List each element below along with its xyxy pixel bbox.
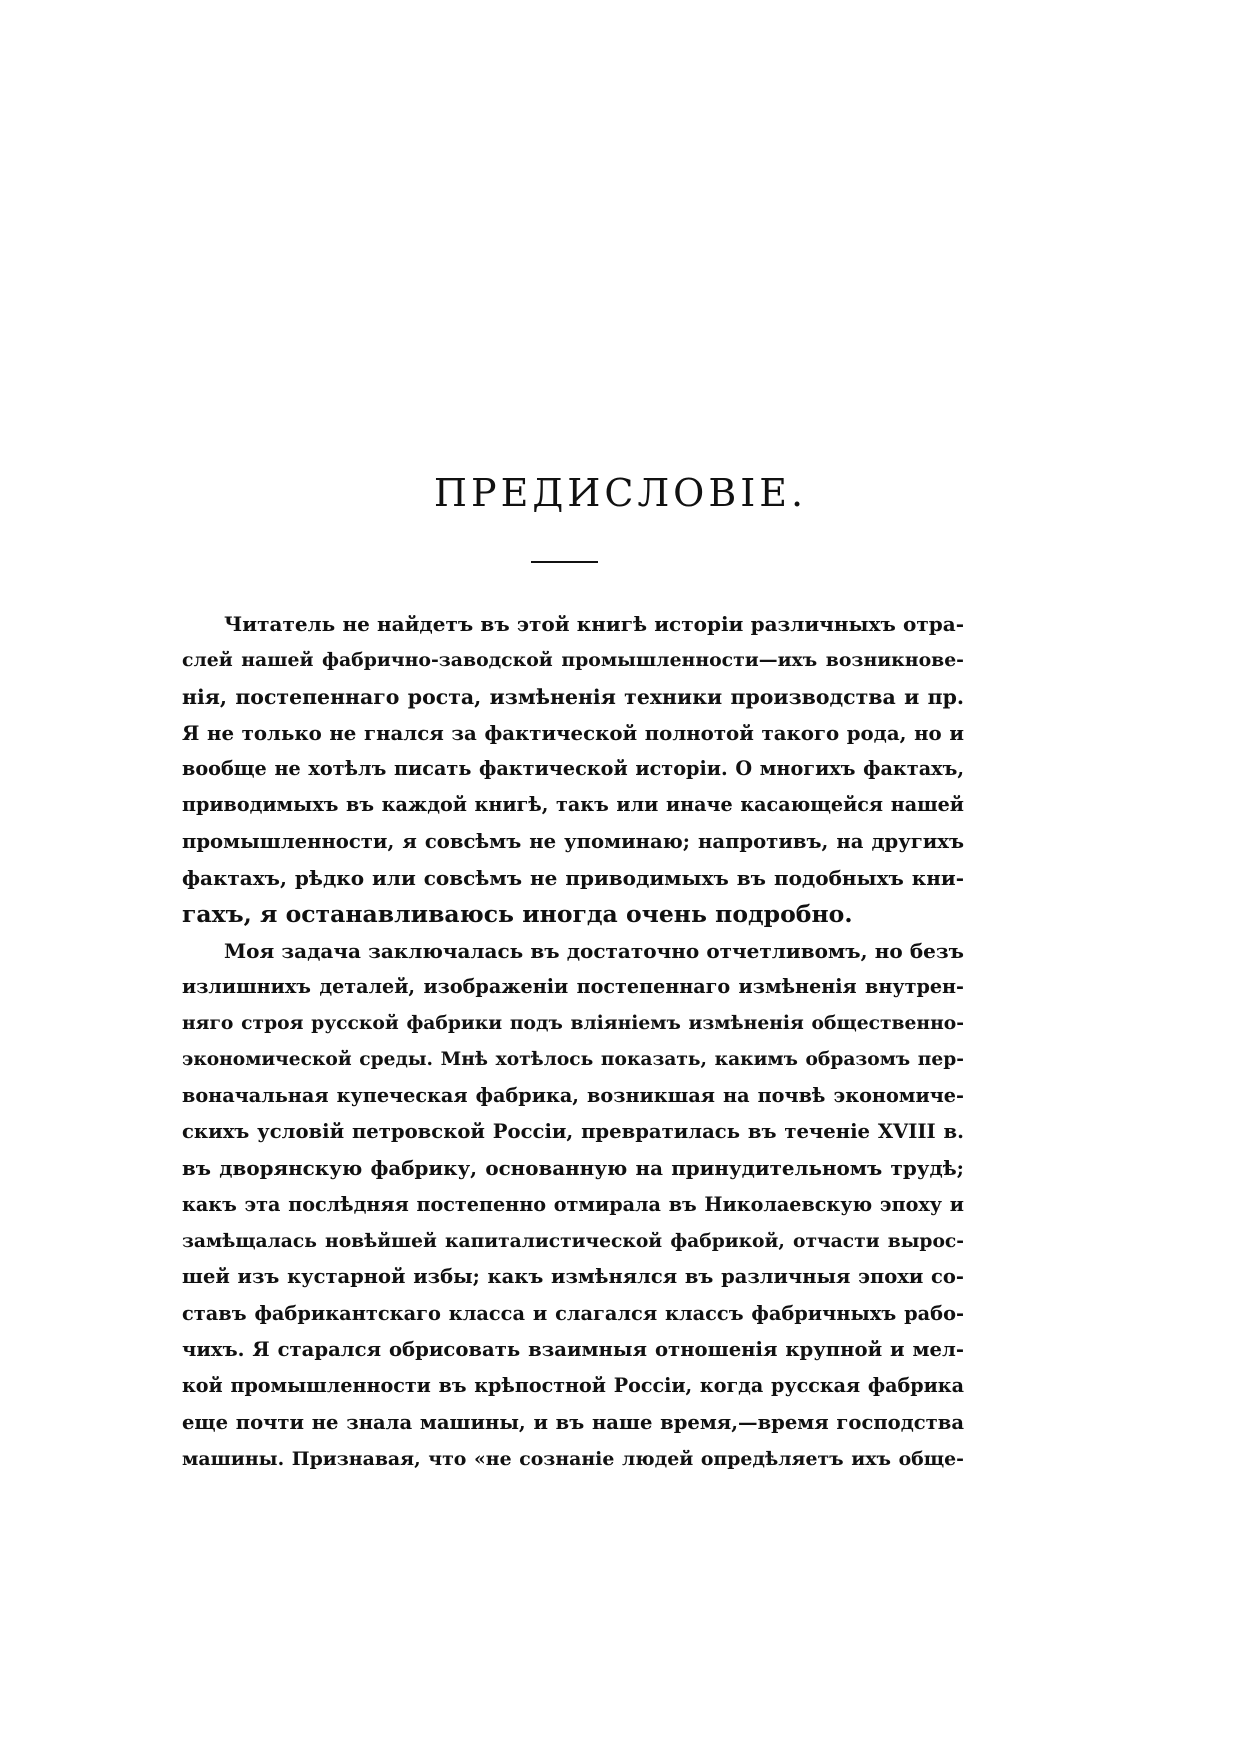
paragraph-1 bbox=[182, 606, 964, 933]
text-line: фактахъ, рѣдко или совсѣмъ не приводимыхъ въ подобныхъ кни- bbox=[182, 866, 964, 891]
text-line: промышленности, я совсѣмъ не упоминаю; напротивъ, на другихъ bbox=[182, 829, 964, 853]
body-text bbox=[182, 606, 964, 1477]
text-line: въ дворянскую фабрику, основанную на принудительномъ трудѣ; bbox=[182, 1156, 964, 1181]
text-line: приводимыхъ въ каждой книгѣ, такъ или иначе касающейся нашей bbox=[182, 793, 964, 817]
text-line: няго строя русской фабрики подъ вліяніемъ измѣненія общественно- bbox=[182, 1012, 964, 1035]
text-line: шей изъ кустарной избы; какъ измѣнялся въ различныя эпохи со- bbox=[182, 1265, 964, 1289]
text-line: Моя задача заключалась въ достаточно отчетливомъ, но безъ bbox=[224, 938, 964, 963]
text-line: излишнихъ деталей, изображеніи постепеннаго измѣненія внутрен- bbox=[182, 974, 964, 998]
text-line: слей нашей фабрично-заводской промышленности—ихъ возникнове- bbox=[182, 649, 964, 672]
text-line: Я не только не гнался за фактической полнотой такого рода, но и bbox=[182, 720, 964, 745]
title-divider bbox=[531, 561, 598, 563]
paragraph-2 bbox=[182, 933, 964, 1477]
text-line: нія, постепеннаго роста, измѣненія техники производства и пр. bbox=[182, 684, 964, 709]
text-line: гахъ, я останавливаюсь иногда очень подробно. bbox=[182, 900, 853, 929]
text-line: скихъ условій петровской Россіи, превратилась въ теченіе XVIII в. bbox=[182, 1120, 964, 1144]
text-line: чихъ. Я старался обрисовать взаимныя отношенія крупной и мел- bbox=[182, 1337, 964, 1361]
text-line: Читатель не найдетъ въ этой книгѣ исторіи различныхъ отра- bbox=[224, 612, 964, 636]
text-line: замѣщалась новѣйшей капиталистической фабрикой, отчасти вырос- bbox=[182, 1230, 964, 1253]
text-line: ставъ фабрикантскаго класса и слагался классъ фабричныхъ рабо- bbox=[182, 1301, 964, 1325]
text-line: вообще не хотѣлъ писать фактической исторіи. О многихъ фактахъ, bbox=[182, 757, 964, 781]
text-line: какъ эта послѣдняя постепенно отмирала въ Николаевскую эпоху и bbox=[182, 1192, 964, 1216]
text-line: кой промышленности въ крѣпостной Россіи, когда русская фабрика bbox=[182, 1374, 964, 1398]
text-line: машины. Признавая, что «не сознаніе людей опредѣляетъ ихъ обще- bbox=[182, 1447, 964, 1470]
text-line: еще почти не знала машины, и въ наше время,—время господства bbox=[182, 1410, 964, 1434]
text-line: воначальная купеческая фабрика, возникшая на почвѣ экономиче- bbox=[182, 1083, 964, 1107]
text-line: экономической среды. Мнѣ хотѣлось показать, какимъ образомъ пер- bbox=[182, 1048, 964, 1070]
page-title: ПРЕДИСЛОВІЕ. bbox=[433, 471, 808, 515]
